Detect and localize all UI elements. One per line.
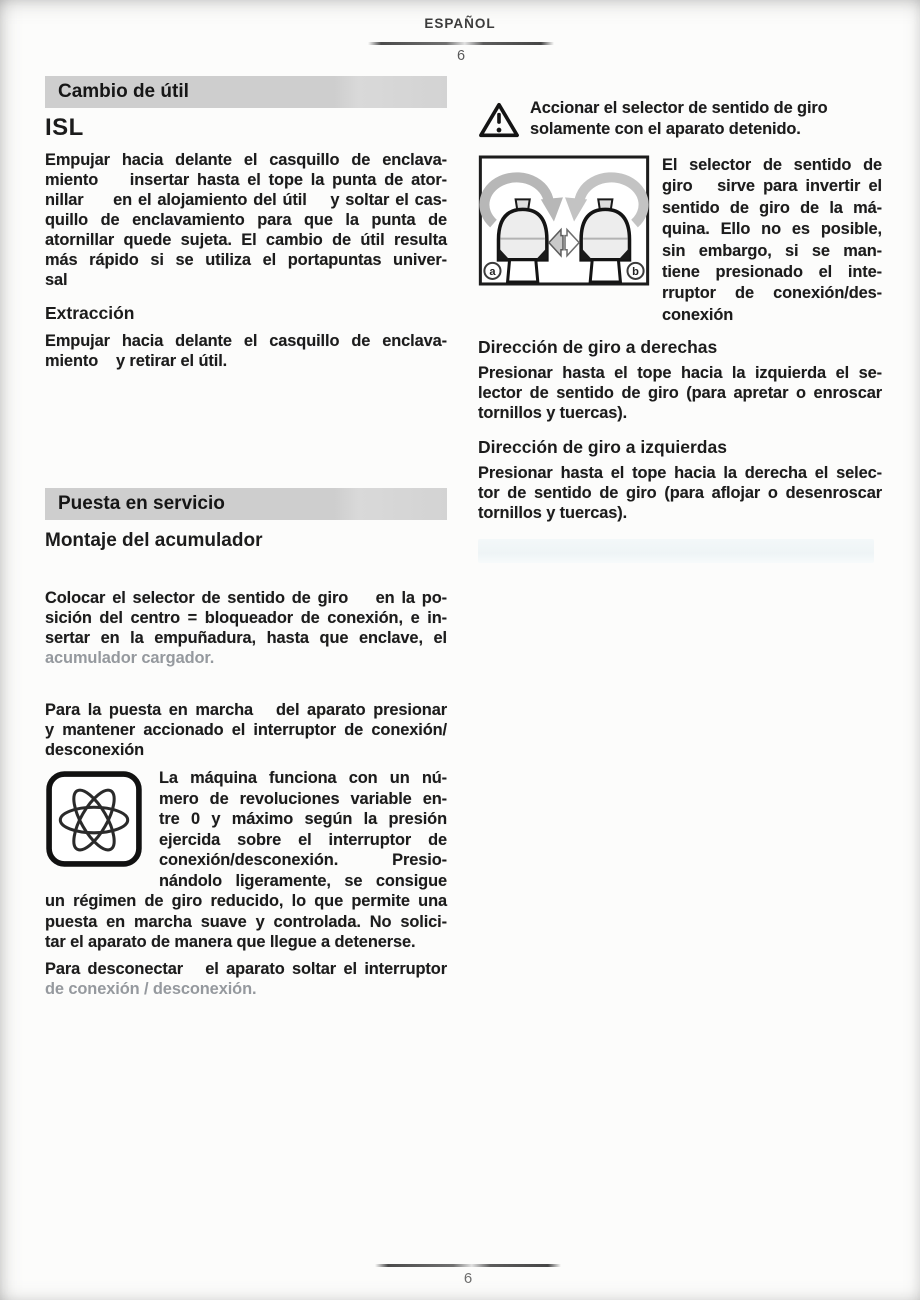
section-title-tool-change: Cambio de útil — [45, 76, 447, 108]
selector-info-paragraph — [662, 155, 882, 326]
text-line: giro sirve para invertir el — [662, 177, 882, 196]
selector-position-paragraph — [45, 588, 447, 648]
text-line: sentido de giro de la má- — [662, 198, 882, 217]
figure-label-b — [627, 263, 643, 279]
extraction-heading: Extracción — [45, 303, 135, 323]
text-line: solamente con el aparato detenido. — [530, 120, 801, 138]
selector-paragraph-faded-line: acumulador cargador. — [45, 649, 215, 667]
battery-mount-heading: Montaje del acumulador — [45, 530, 263, 551]
page-language-header: ESPAÑOL — [424, 16, 496, 31]
text-line: atornillar quede sujeta. El cambio de útil resulta — [45, 231, 447, 249]
section-tool-change — [45, 76, 447, 371]
text-line: La máquina funciona con un nú- — [159, 769, 447, 787]
disconnect-faded-line: de conexión / desconexión. — [45, 979, 257, 998]
variable-speed-paragraph — [45, 768, 447, 953]
text-line: nillar en el alojamiento del útil y soltar el cas- — [45, 191, 447, 209]
text-line: Empujar hacia delante el casquillo de enclava- — [45, 151, 447, 169]
page-number-bottom: 6 — [463, 1270, 473, 1287]
text-line: ejercida sobre el interruptor de — [159, 830, 447, 849]
text-line: Empujar hacia delante el casquillo de enclava- — [45, 332, 447, 350]
text-line: mero de revoluciones variable en- — [159, 789, 447, 808]
text-line: Para la puesta en marcha del aparato presionar — [45, 701, 447, 719]
start-paragraph — [45, 700, 447, 760]
text-line: El selector de sentido de — [662, 156, 882, 174]
text-line: miento y retirar el útil. — [45, 352, 228, 370]
text-line: sal — [45, 271, 68, 289]
clockwise-paragraph — [478, 363, 882, 423]
text-line: miento insertar hasta el tope la punta de ator- — [45, 171, 447, 189]
text-line: Colocar el selector de sentido de giro en la po- — [45, 589, 447, 607]
rotation-direction-illustration — [478, 155, 650, 291]
text-line: sición del centro = bloqueador de conexión, e in- — [45, 609, 447, 627]
text-line: quillo de enclavamiento para que la punta de — [45, 211, 447, 229]
text-line: Presionar hasta el tope hacia la derecha el selec- — [478, 464, 882, 483]
page-number-top: 6 — [456, 48, 466, 64]
disconnect-line: Para desconectar el aparato soltar el interruptor — [45, 959, 447, 978]
text-line: conexión — [662, 305, 734, 324]
header-rule — [368, 42, 554, 45]
variable-speed-icon — [45, 770, 143, 868]
footer-rule — [375, 1264, 561, 1267]
text-line: rruptor de conexión/des- — [662, 284, 882, 303]
text-line: sin embargo, si se man- — [662, 241, 882, 260]
direction-selector-figure-row — [478, 155, 882, 326]
atom-orbits-icon — [45, 770, 143, 868]
text-line: lector de sentido de giro (para apretar o enroscar — [478, 384, 882, 403]
text-line: tor de sentido de giro (para aflojar o desenroscar — [478, 484, 882, 503]
section-startup — [45, 488, 447, 999]
text-line: tre 0 y máximo según la presión — [159, 810, 447, 828]
counterclockwise-paragraph — [478, 463, 882, 523]
text-line: tiene presionado el inte- — [662, 263, 882, 282]
text-line: Presionar hasta el tope hacia la izquierda el se- — [478, 364, 882, 383]
text-line: tar el aparato de manera que llegue a detenerse. — [45, 933, 416, 951]
text-line: conexión/desconexión. Presio- — [159, 851, 447, 869]
text-line: desconexión — [45, 741, 145, 759]
text-line: y mantener accionado el interruptor de conexión/ — [45, 721, 447, 739]
figure-label-a — [484, 263, 500, 279]
model-heading: ISL — [45, 114, 84, 141]
svg-text:b: b — [632, 265, 639, 278]
text-line: tornillos y tuercas). — [478, 404, 628, 423]
clockwise-heading: Dirección de giro a derechas — [478, 337, 718, 358]
warning-text — [530, 98, 828, 140]
text-line: puesta en marcha suave y controlada. No solici- — [45, 912, 447, 931]
text-line: nándolo ligeramente, se consigue — [159, 871, 447, 890]
text-line: tornillos y tuercas). — [478, 504, 628, 523]
text-line: sertar en la empuñadura, hasta que enclave, el — [45, 629, 447, 647]
text-line: un régimen de giro reducido, lo que permite una — [45, 892, 447, 910]
counterclockwise-heading: Dirección de giro a izquierdas — [478, 437, 727, 458]
warning-note — [478, 98, 882, 145]
svg-text:a: a — [489, 265, 496, 278]
tool-insert-paragraph — [45, 150, 447, 290]
text-line: Accionar el selector de sentido de giro — [530, 99, 828, 117]
disconnect-paragraph — [45, 959, 447, 999]
right-column — [478, 98, 882, 563]
section-title-startup: Puesta en servicio — [45, 488, 447, 520]
warning-triangle-icon — [478, 100, 520, 145]
text-line: quina. Ello no es posible, — [662, 220, 882, 239]
erased-text-smudge — [478, 539, 874, 563]
text-line: más rápido si se utiliza el portapuntas univer- — [45, 251, 447, 269]
tool-extraction-paragraph — [45, 331, 447, 371]
